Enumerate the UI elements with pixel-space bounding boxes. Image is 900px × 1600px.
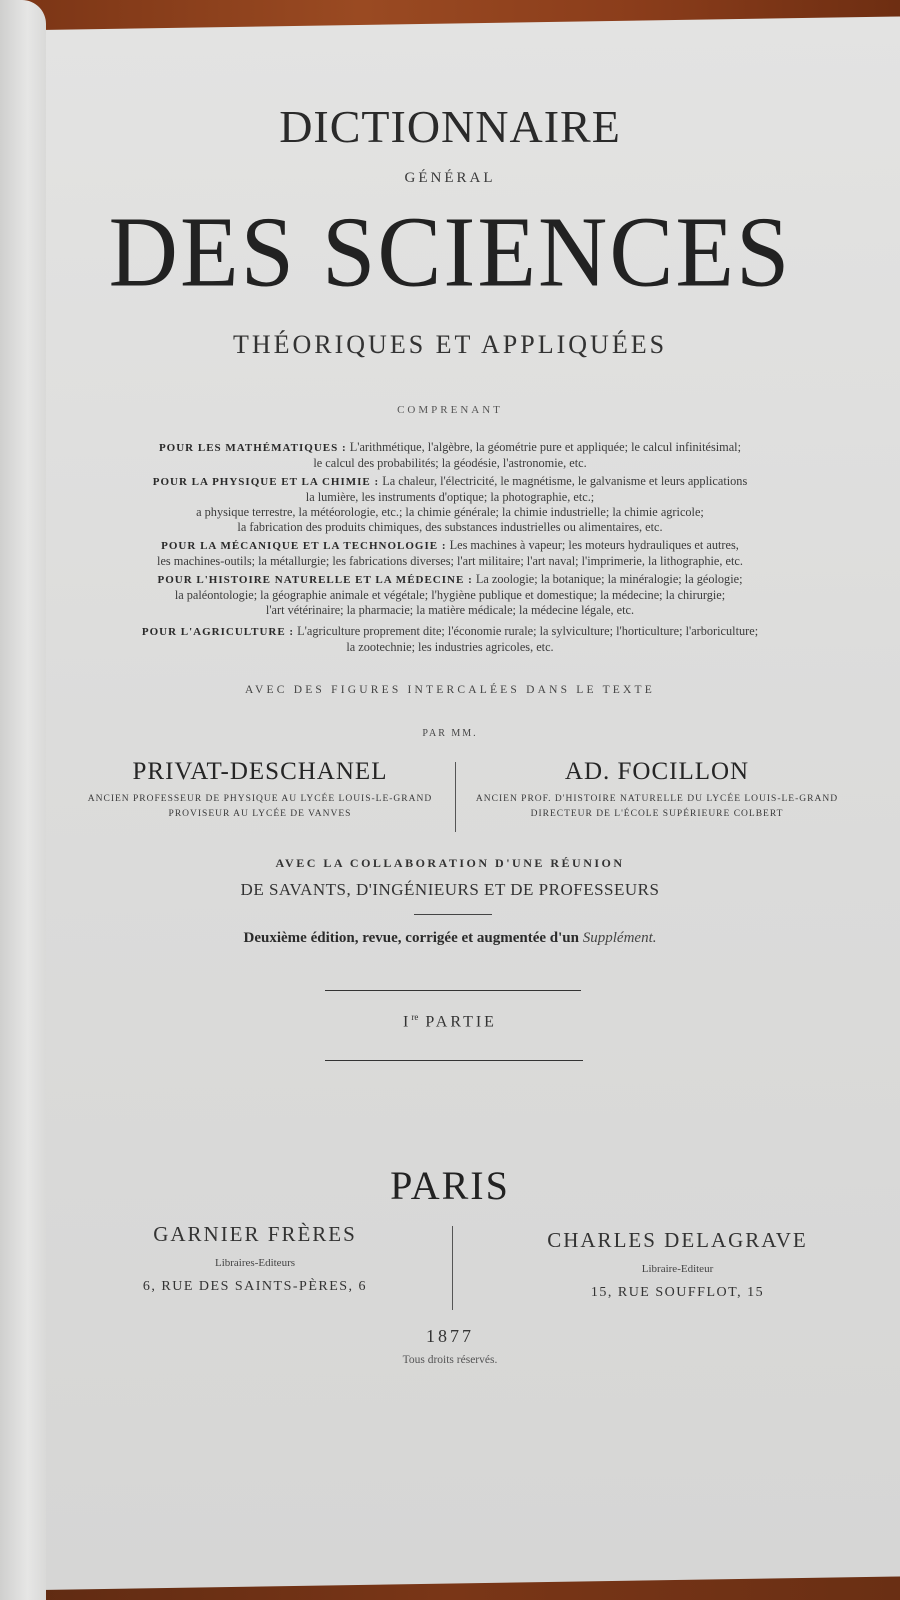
title-general: GÉNÉRAL [404, 170, 496, 186]
title-des-sciences: DES SCIENCES [108, 195, 792, 308]
author-name: PRIVAT-DESCHANEL [132, 758, 388, 785]
partie-label [0, 1012, 900, 1031]
publisher-address: 6, RUE DES SAINTS-PÈRES, 6 [142, 1279, 368, 1294]
section-text: Les machines à vapeur; les moteurs hydrauliques et autres, [449, 538, 739, 552]
publisher-delagrave [505, 1228, 850, 1301]
title-dictionnaire: DICTIONNAIRE [279, 101, 621, 152]
figures-note: AVEC DES FIGURES INTERCALÉES DANS LE TEXTE [245, 684, 655, 696]
section-label: POUR L'HISTOIRE NATURELLE ET LA MÉDECINE : [157, 574, 473, 586]
author-title-line: PROVISEUR AU LYCÉE DE VANVES [168, 809, 352, 819]
section-label: POUR L'AGRICULTURE : [141, 626, 295, 638]
section-agriculture [0, 624, 900, 655]
section-text: le calcul des probabilités; la géodésie, l'astronomie, etc. [313, 456, 587, 470]
collaboration-line-2: DE SAVANTS, D'INGÉNIEURS ET DE PROFESSEURS [240, 880, 660, 899]
section-mecanique-technologie [0, 538, 900, 569]
partie-text: PARTIE [418, 1013, 497, 1031]
author-title-line: ANCIEN PROFESSEUR DE PHYSIQUE AU LYCÉE LOUIS-LE-GRAND [87, 794, 433, 804]
publisher-garnier [110, 1222, 400, 1295]
author-title [65, 792, 455, 822]
edition-note [0, 930, 900, 947]
section-text: La zoologie; la botanique; la minéralogie; la géologie; [475, 572, 743, 586]
section-mathematiques [0, 440, 900, 471]
divider-rule [325, 990, 581, 991]
section-text: la zootechnie; les industries agricoles, etc. [346, 640, 554, 654]
publisher-divider [452, 1226, 453, 1310]
section-label: POUR LES MATHÉMATIQUES : [158, 442, 347, 454]
author-title [462, 792, 852, 822]
author-title-line: DIRECTEUR DE L'ÉCOLE SUPÉRIEURE COLBERT [530, 809, 784, 819]
author-privat-deschanel [65, 758, 455, 822]
city: PARIS [390, 1163, 510, 1208]
section-text: l'art vétérinaire; la pharmacie; la matière médicale; la médecine légale, etc. [265, 603, 635, 617]
author-name: AD. FOCILLON [564, 758, 750, 785]
section-histoire-naturelle-medecine [0, 572, 900, 618]
section-physique-chimie [0, 474, 900, 535]
author-divider [455, 762, 456, 832]
section-text: a physique terrestre, la météorologie, etc.; la chimie générale; la chimie industrielle; la chimie agricole; [196, 505, 704, 519]
section-text: les machines-outils; la métallurgie; les fabrications diverses; l'art militaire; l'art naval; l'imprimerie, la lithographie, etc. [157, 554, 743, 568]
rights-notice: Tous droits réservés. [402, 1354, 498, 1366]
publication-year: 1877 [426, 1326, 474, 1346]
section-label: POUR LA PHYSIQUE ET LA CHIMIE : [152, 476, 380, 488]
partie-superscript: re [411, 1012, 419, 1022]
section-text: L'arithmétique, l'algèbre, la géométrie pure et appliquée; le calcul infinitésimal; [349, 440, 742, 454]
publisher-role: Libraire-Editeur [641, 1263, 714, 1275]
supplement-text: Supplément. [582, 930, 657, 946]
section-label: POUR LA MÉCANIQUE ET LA TECHNOLOGIE : [161, 540, 447, 552]
section-text: la fabrication des produits chimiques, des substances industrielles ou alimentaires, etc. [237, 520, 663, 534]
publisher-name: GARNIER FRÈRES [153, 1222, 357, 1246]
divider-rule [414, 914, 492, 915]
author-title-line: ANCIEN PROF. D'HISTOIRE NATURELLE DU LYCÉE LOUIS-LE-GRAND [475, 794, 839, 804]
par-mm: PAR MM. [422, 728, 478, 739]
publisher-address: 15, RUE SOUFFLOT, 15 [590, 1285, 765, 1300]
author-focillon [462, 758, 852, 822]
section-text: la paléontologie; la géographie animale et végétale; l'hygiène publique et domestique; la médecine; la chirurgie; [174, 588, 726, 602]
section-text: La chaleur, l'électricité, le magnétisme, le galvanisme et leurs applications [382, 474, 748, 488]
partie-number: I [403, 1013, 412, 1031]
publisher-name: CHARLES DELAGRAVE [547, 1228, 808, 1252]
comprenant-label: COMPRENANT [397, 404, 503, 416]
publisher-role: Libraires-Editeurs [214, 1257, 296, 1269]
section-text: L'agriculture proprement dite; l'économie rurale; la sylviculture; l'horticulture; l'arboriculture; [297, 624, 759, 638]
divider-rule [325, 1060, 583, 1061]
authors-block [0, 758, 900, 838]
collaboration-line: AVEC LA COLLABORATION D'UNE RÉUNION [275, 856, 625, 870]
section-text: la lumière, les instruments d'optique; la photographie, etc.; [305, 490, 595, 504]
edition-text: Deuxième édition, revue, corrigée et augmentée d'un [243, 930, 579, 946]
subtitle: THÉORIQUES ET APPLIQUÉES [232, 330, 668, 359]
